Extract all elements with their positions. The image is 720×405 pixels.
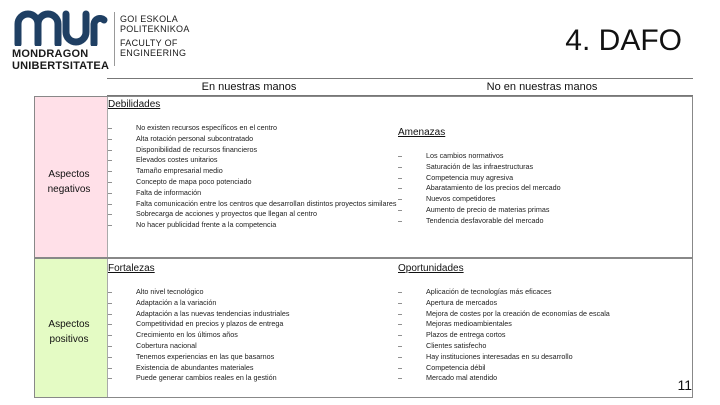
section-title-opportunities: Oportunidades (398, 263, 464, 274)
list-item: – Concepto de mapa poco potenciado (108, 177, 398, 188)
list-item: – Nuevos competidores (398, 194, 688, 205)
list-item: – Apertura de mercados (398, 298, 692, 309)
section-title-threats: Amenazas (398, 127, 446, 138)
logo-school-line: GOI ESKOLA (120, 14, 179, 24)
list-item: – Clientes satisfecho (398, 341, 692, 352)
list-item: – Mejora de costes por la creación de economías de escala (398, 309, 692, 320)
negative-panel (107, 97, 692, 257)
list-item: – Elevados costes unitarios (108, 155, 398, 166)
list-item: – Adaptación a las nuevas tendencias industriales (108, 309, 398, 320)
row-label-positive: Aspectos positivos (48, 319, 90, 345)
row-label-negative: Aspectos negativos (47, 169, 91, 195)
list-item: – Competencia muy agresiva (398, 173, 688, 184)
section-title-weaknesses: Debilidades (108, 99, 161, 110)
list-item: – Tenemos experiencias en las que basarnos (108, 352, 398, 363)
list-item: – Aumento de precio de materias primas (398, 205, 688, 216)
row-negative-aspects (34, 96, 693, 258)
list-item: – Existencia de abundantes materiales (108, 363, 398, 374)
list-item: – Falta de información (108, 188, 398, 199)
page-number: 11 (677, 377, 692, 393)
list-item: – Saturación de las infraestructuras (398, 162, 688, 173)
list-item: – Puede generar cambios reales en la gestión (108, 373, 398, 384)
list-item: – Cobertura nacional (108, 341, 398, 352)
list-item: – Disponibilidad de recursos financieros (108, 145, 398, 156)
list-item: – Sobrecarga de acciones y proyectos que llegan al centro (108, 209, 398, 220)
list-item: – Tamaño empresarial medio (108, 166, 398, 177)
opportunities-list (398, 287, 692, 384)
list-item: – Mejoras medioambientales (398, 319, 692, 330)
column-header-not-in-our-hands: No en nuestras manos (391, 78, 693, 96)
list-item: – No hacer publicidad frente a la competencia (108, 220, 398, 231)
list-item: – Crecimiento en los últimos años (108, 330, 398, 341)
page-title: 4. DAFO (565, 24, 682, 57)
list-item: – Mercado mal atendido (398, 373, 692, 384)
logo-school-line: FACULTY OF (120, 38, 178, 48)
logo-name-line2: UNIBERTSITATEA (12, 60, 110, 72)
positive-panel (107, 259, 692, 397)
list-item: – Adaptación a la variación (108, 298, 398, 309)
list-item: – Plazos de entrega cortos (398, 330, 692, 341)
logo-divider (114, 12, 115, 66)
logo-school (120, 14, 190, 58)
list-item: – Abaratamiento de los precios del mercado (398, 183, 688, 194)
list-item: – Alta rotación personal subcontratado (108, 134, 398, 145)
list-item: – Tendencia desfavorable del mercado (398, 216, 688, 227)
row-positive-aspects (34, 258, 693, 398)
threats-list (398, 151, 688, 227)
list-item: – Competitividad en precios y plazos de entrega (108, 319, 398, 330)
list-item: – Aplicación de tecnologías más eficaces (398, 287, 692, 298)
list-item: – No existen recursos específicos en el centro (108, 123, 398, 134)
strengths-list (108, 287, 398, 384)
logo-school-line: POLITEKNIKOA (120, 24, 190, 34)
list-item: – Hay instituciones interesadas en su desarrollo (398, 352, 692, 363)
list-item: – Competencia débil (398, 363, 692, 374)
logo-school-line: ENGINEERING (120, 48, 187, 58)
mondragon-logo-icon (14, 10, 108, 46)
list-item: – Los cambios normativos (398, 151, 688, 162)
weaknesses-list (108, 123, 398, 231)
column-header-in-our-hands: En nuestras manos (107, 78, 391, 96)
list-item: – Falta comunicación entre los centros que desarrollan distintos proyectos similares (108, 199, 398, 210)
logo-name (12, 48, 109, 72)
logo-name-line1: MONDRAGON (12, 48, 89, 60)
list-item: – Alto nivel tecnológico (108, 287, 398, 298)
university-logo (10, 6, 190, 74)
section-title-strengths: Fortalezas (108, 263, 155, 274)
